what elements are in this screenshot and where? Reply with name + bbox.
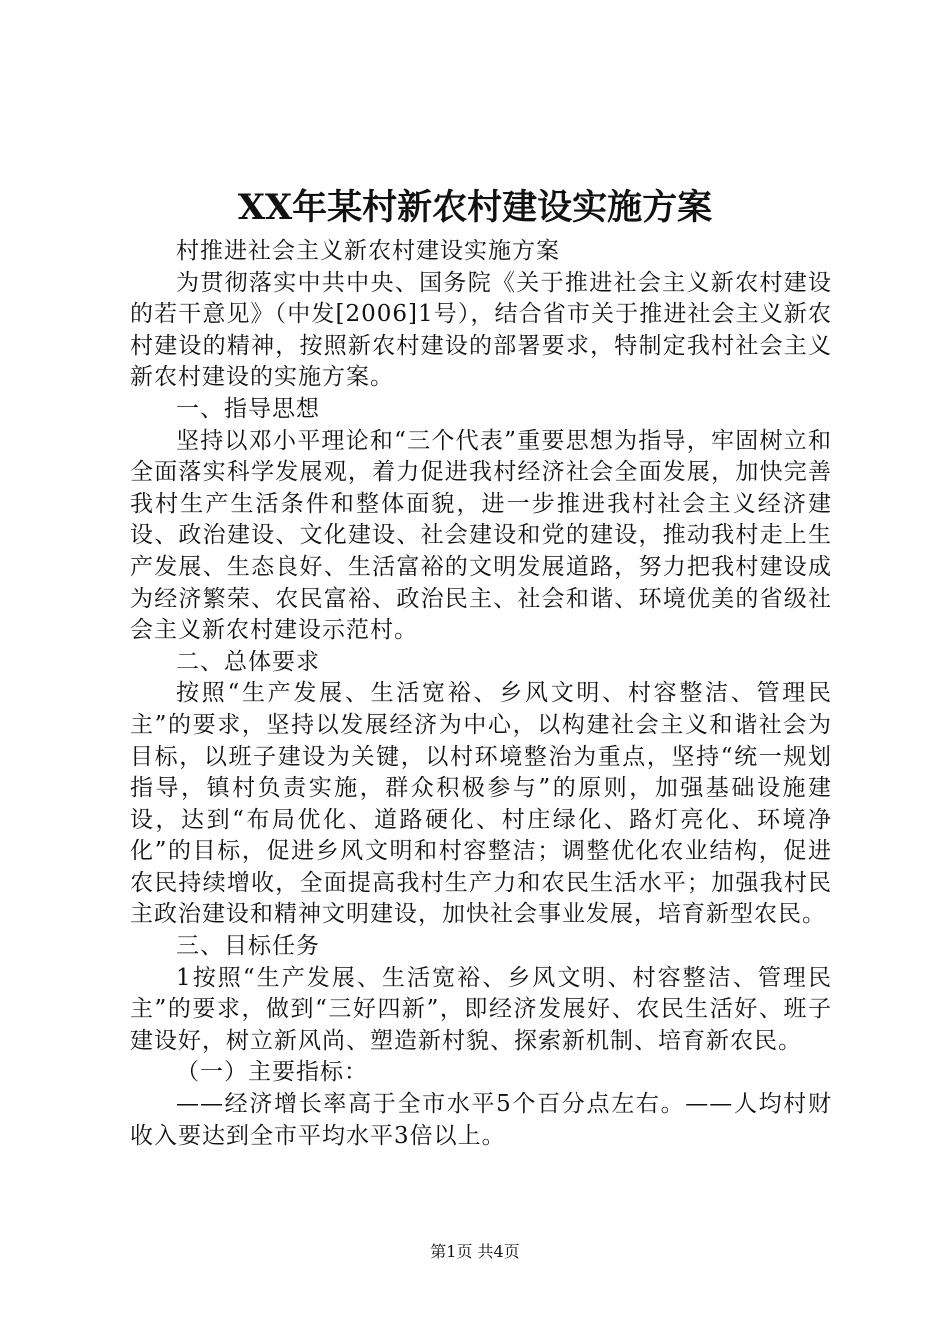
paragraph-guiding-ideology: 坚持以邓小平理论和“三个代表”重要思想为指导，牢固树立和全面落实科学发展观，着力促进我村经济社会全面发展，加快完善我村生产生活条件和整体面貌，进一步推进我村社会主义经济建设、政治建设、文化建设、社会建设和党的建设，推动我村走上生产发展、生态良好、生活富裕的文明发展道路，努力把我村建设成为经济繁荣、农民富裕、政治民主、社会和谐、环境优美的省级社会主义新农村建设示范村。: [130, 427, 832, 644]
document-body: [130, 236, 832, 1152]
section-heading-overall-requirements: 二、总体要求: [176, 648, 320, 675]
paragraph-main-indicators: ——经济增长率高于全市水平5个百分点左右。——人均村财收入要达到全市平均水平3倍以上。: [130, 1091, 832, 1149]
subheading-main-indicators: （一）主要指标：: [176, 1059, 368, 1086]
paragraph-overall-requirements: 按照“生产发展、生活宽裕、乡风文明、村容整洁、管理民主”的要求，坚持以发展经济为中心，以构建社会主义和谐社会为目标，以班子建设为关键，以村环境整治为重点，坚持“统一规划指导，镇村负责实施，群众积极参与”的原则，加强基础设施建设，达到“布局优化、道路硬化、村庄绿化、路灯亮化、环境净化”的目标，促进乡风文明和村容整洁；调整优化农业结构，促进农民持续增收，全面提高我村生产力和农民生活水平；加强我村民主政治建设和精神文明建设，加快社会事业发展，培育新型农民。: [130, 680, 832, 928]
section-heading-goals-tasks: 三、目标任务: [176, 933, 320, 960]
page-footer: 第1页 共4页: [430, 1242, 520, 1261]
paragraph-intro: 为贯彻落实中共中央、国务院《关于推进社会主义新农村建设的若干意见》（中发[2006]1号），结合省市关于推进社会主义新农村建设的精神，按照新农村建设的部署要求，特制定我村社会主义新农村建设的实施方案。: [130, 269, 832, 391]
paragraph-goals-tasks: 1按照“生产发展、生活宽裕、乡风文明、村容整洁、管理民主”的要求，做到“三好四新”，即经济发展好、农民生活好、班子建设好，树立新风尚、塑造新村貌、探索新机制、培育新农民。: [130, 964, 832, 1054]
paragraph-subtitle: 村推进社会主义新农村建设实施方案: [176, 238, 560, 264]
section-heading-guiding-ideology: 一、指导思想: [176, 395, 320, 422]
document-title: XX年某村新农村建设实施方案: [237, 187, 713, 228]
